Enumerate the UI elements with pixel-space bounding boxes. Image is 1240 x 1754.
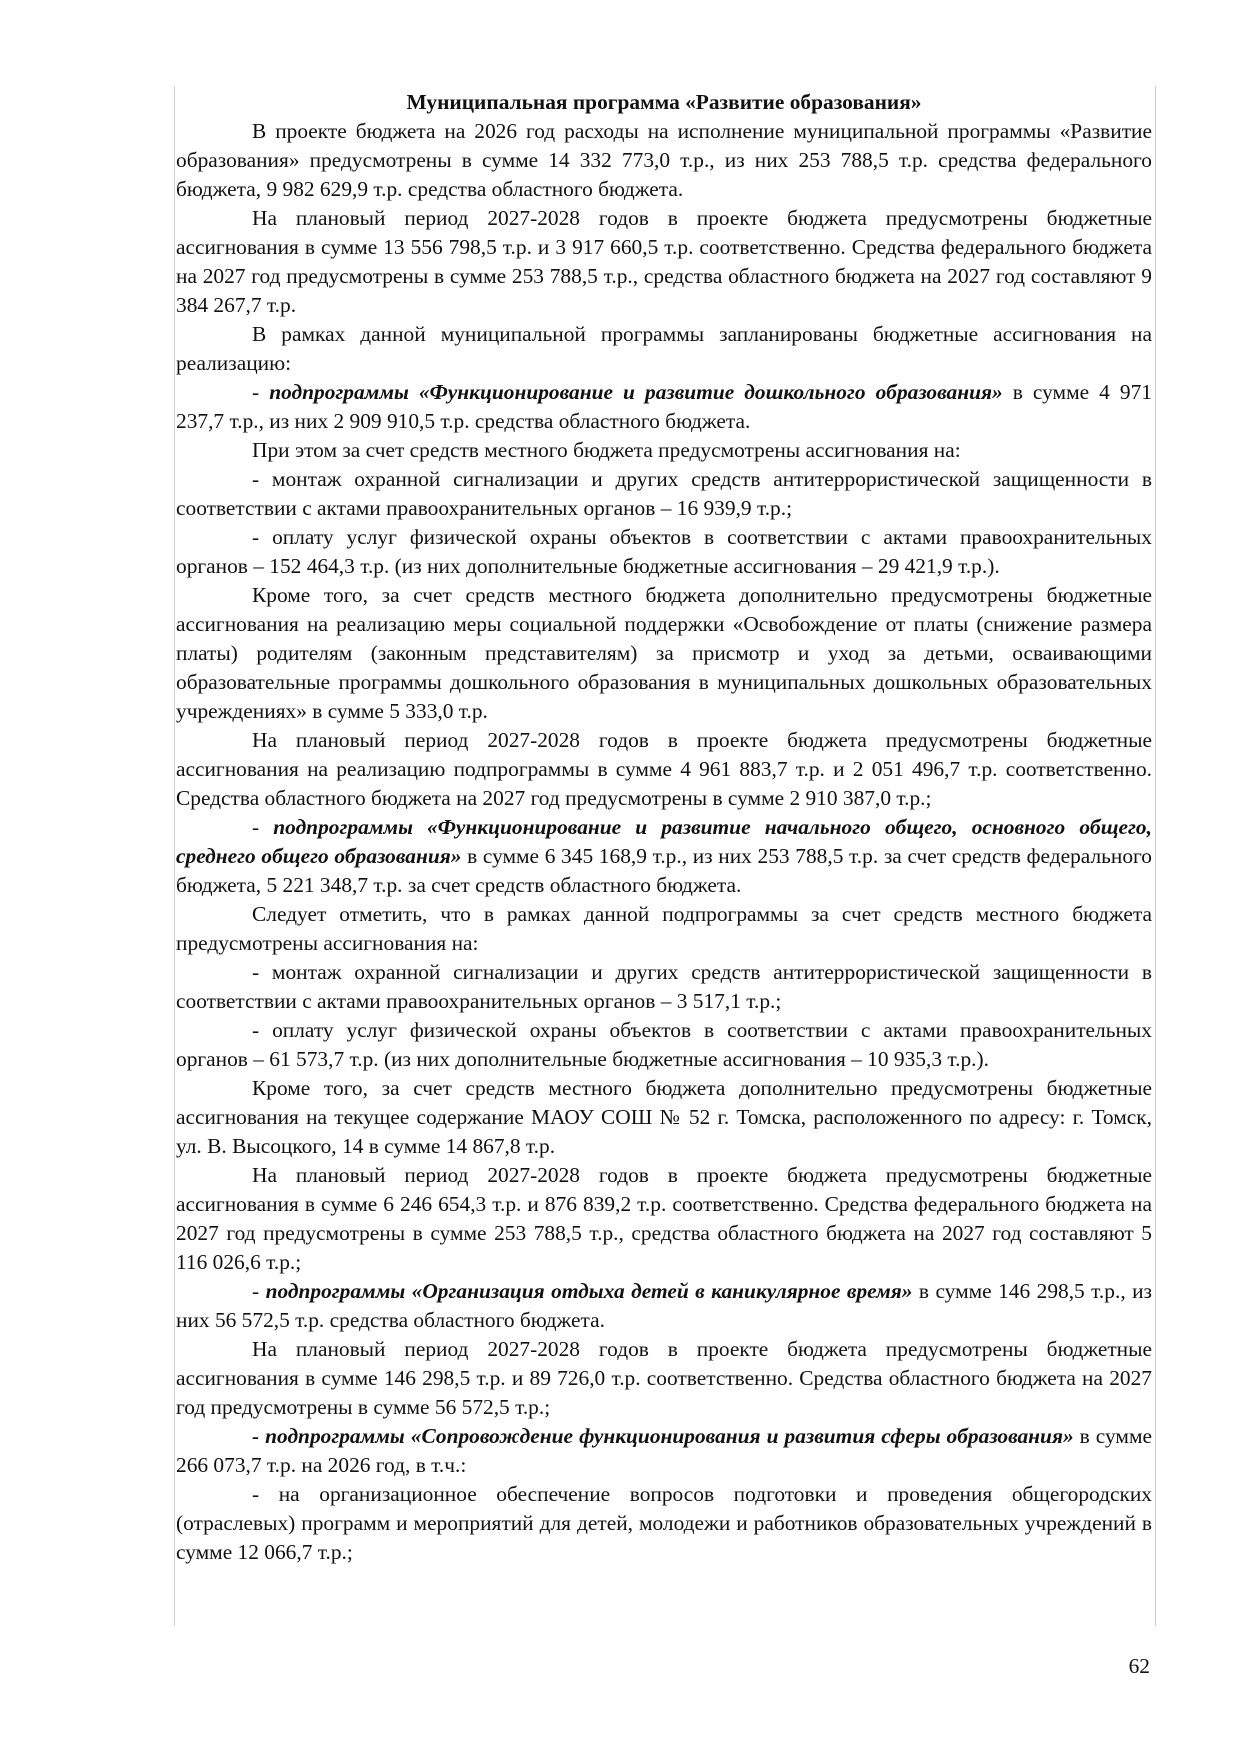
paragraph-text: В рамках данной муниципальной программы запланированы бюджетные ассигнования на реализацию: [176, 322, 1152, 375]
paragraph [176, 1074, 1152, 1161]
paragraph-text: в сумме 146 298,5 т.р., из них 56 572,5 т.р. средства областного бюджета. [176, 1279, 1152, 1332]
paragraph [176, 320, 1152, 378]
paragraph [176, 378, 1152, 436]
paragraph [176, 726, 1152, 813]
paragraph-text: - оплату услуг физической охраны объектов в соответствии с актами правоохранительных органов – 61 573,7 т.р. (из них дополнительные бюджетные ассигнования – 10 935,3 т.р.). [176, 1018, 1152, 1071]
paragraph [176, 117, 1152, 204]
paragraph-text: На плановый период 2027-2028 годов в проекте бюджета предусмотрены бюджетные ассигнования в сумме 13 556 798,5 т.р. и 3 917 660,5 т.р. соответственно. Средства федерального бюджета на 2027 год предусмотрены в сумме 253 788,5 т.р., средства областного бюджета на 2027 год составляют 9 384 267,7 т.р. [176, 206, 1152, 317]
document-title: Муниципальная программа «Развитие образования» [406, 90, 922, 114]
paragraph [176, 1161, 1152, 1277]
paragraph [176, 1016, 1152, 1074]
paragraph-text: - монтаж охранной сигнализации и других средств антитеррористической защищенности в соответствии с актами правоохранительных органов – 3 517,1 т.р.; [176, 960, 1152, 1013]
paragraph-text: Кроме того, за счет средств местного бюджета дополнительно предусмотрены бюджетные ассигнования на текущее содержание МАОУ СОШ № 52 г. Томска, расположенного по адресу: г. Томск, ул. В. Высоцкого, 14 в сумме 14 867,8 т.р. [176, 1076, 1152, 1158]
paragraph [176, 204, 1152, 320]
paragraph [176, 813, 1152, 900]
paragraph-text: - на организационное обеспечение вопросов подготовки и проведения общегородских (отраслевых) программ и мероприятий для детей, молодежи и работников образовательных учреждений в сумме 12 066,7 т.р.; [176, 1482, 1152, 1564]
paragraph-text: - [252, 815, 274, 839]
paragraph [176, 1277, 1152, 1335]
subprogram-title: - подпрограммы «Сопровождение функционирования и развития сферы образования» [252, 1424, 1074, 1448]
paragraph [176, 581, 1152, 726]
paragraph-text: в сумме 266 073,7 т.р. на 2026 год, в т.ч.: [176, 1424, 1152, 1477]
paragraph-text: Кроме того, за счет средств местного бюджета дополнительно предусмотрены бюджетные ассигнования на реализацию меры социальной поддержки «Освобождение от платы (снижение размера платы) родителям (законным представителям) за присмотр и уход за детьми, осваивающими образовательные программы дошкольного образования в муниципальных дошкольных образовательных учреждениях» в сумме 5 333,0 т.р. [176, 583, 1152, 723]
document-body [176, 88, 1152, 1567]
paragraph-text: - [252, 1279, 266, 1303]
paragraph-text: Следует отметить, что в рамках данной подпрограммы за счет средств местного бюджета предусмотрены ассигнования на: [176, 902, 1152, 955]
paragraph-text: На плановый период 2027-2028 годов в проекте бюджета предусмотрены бюджетные ассигнования в сумме 6 246 654,3 т.р. и 876 839,2 т.р. соответственно. Средства федерального бюджета на 2027 год предусмотрены в сумме 253 788,5 т.р., средства областного бюджета на 2027 год составляют 5 116 026,6 т.р.; [176, 1163, 1152, 1274]
paragraph-text: - [252, 380, 270, 404]
paragraph-text: - монтаж охранной сигнализации и других средств антитеррористической защищенности в соответствии с актами правоохранительных органов – 16 939,9 т.р.; [176, 467, 1152, 520]
paragraph-text: в сумме 6 345 168,9 т.р., из них 253 788,5 т.р. за счет средств федерального бюджета, 5 221 348,7 т.р. за счет средств областного бюджета. [176, 844, 1152, 897]
paragraph [176, 465, 1152, 523]
paragraph [176, 1480, 1152, 1567]
paragraph [176, 958, 1152, 1016]
paragraph-text: На плановый период 2027-2028 годов в проекте бюджета предусмотрены бюджетные ассигнования в сумме 146 298,5 т.р. и 89 726,0 т.р. соответственно. Средства областного бюджета на 2027 год предусмотрены в сумме 56 572,5 т.р.; [176, 1337, 1152, 1419]
paragraph-text: - оплату услуг физической охраны объектов в соответствии с актами правоохранительных органов – 152 464,3 т.р. (из них дополнительные бюджетные ассигнования – 29 421,9 т.р.). [176, 525, 1152, 578]
paragraph [176, 1422, 1152, 1480]
paragraph [176, 436, 1152, 465]
paragraph-text: При этом за счет средств местного бюджета предусмотрены ассигнования на: [252, 438, 961, 462]
paragraph-text: В проекте бюджета на 2026 год расходы на исполнение муниципальной программы «Развитие образования» предусмотрены в сумме 14 332 773,0 т.р., из них 253 788,5 т.р. средства федерального бюджета, 9 982 629,9 т.р. средства областного бюджета. [176, 119, 1152, 201]
paragraph-text: На плановый период 2027-2028 годов в проекте бюджета предусмотрены бюджетные ассигнования на реализацию подпрограммы в сумме 4 961 883,7 т.р. и 2 051 496,7 т.р. соответственно. Средства областного бюджета на 2027 год предусмотрены в сумме 2 910 387,0 т.р.; [176, 728, 1152, 810]
paragraph [176, 1335, 1152, 1422]
subprogram-title: подпрограммы «Организация отдыха детей в каникулярное время» [265, 1279, 913, 1303]
subprogram-title: подпрограммы «Функционирование и развитие дошкольного образования» [269, 380, 1003, 404]
subprogram-title: подпрограммы «Функционирование и развитие начального общего, основного общего, среднего общего образования» [176, 815, 1152, 868]
paragraph-text: в сумме 4 971 237,7 т.р., из них 2 909 910,5 т.р. средства областного бюджета. [176, 380, 1152, 433]
paragraph [176, 900, 1152, 958]
paragraph-list [176, 117, 1152, 1567]
paragraph [176, 523, 1152, 581]
page-number: 62 [1128, 1654, 1150, 1678]
